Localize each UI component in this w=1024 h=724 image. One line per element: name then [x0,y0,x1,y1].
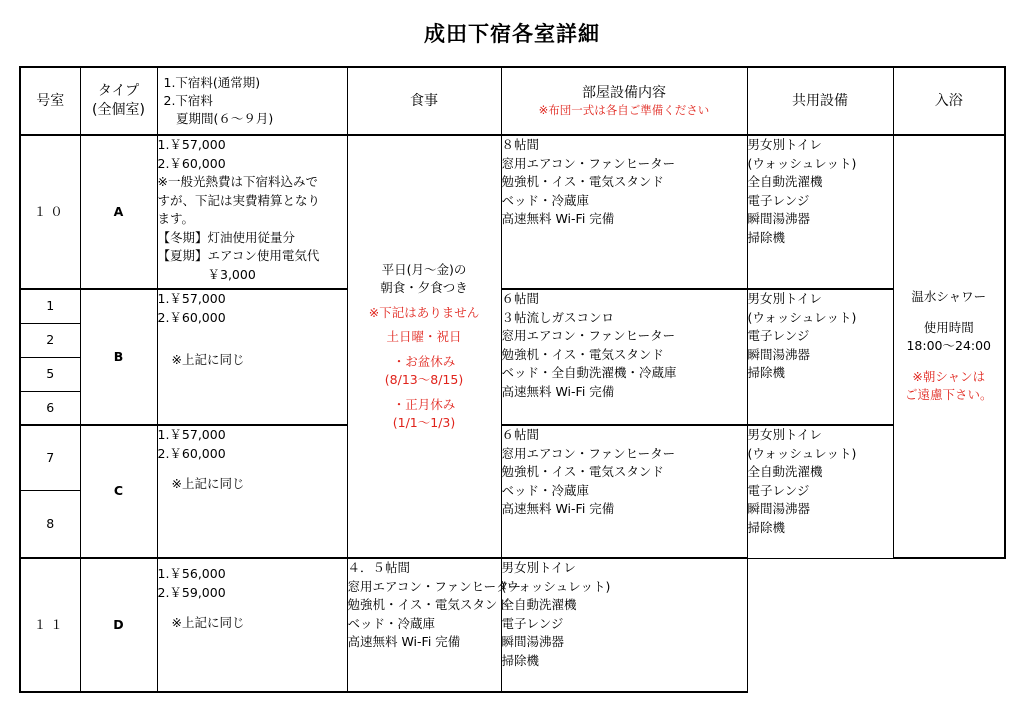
room-number: 1 [20,289,80,323]
row-type-c [20,425,1005,490]
header-shared: 共用設備 [747,67,893,135]
price-cell: 1.￥57,000 2.￥60,000 ※一般光熱費は下宿料込みで すが、下記は実費精算となり ます。 【冬期】灯油使用従量分 【夏期】エアコン使用電気代 ￥3,000 [157,135,347,289]
room-type: A [80,135,157,289]
room-number: 2 [20,323,80,357]
header-bath: 入浴 [893,67,1005,135]
room-number: 6 [20,391,80,425]
row-type-d [20,558,1005,692]
bath-cell: 温水シャワー 使用時間 18:00～24:00 ※朝シャンは ご遠慮下さい。 [893,135,1005,558]
room-number: １０ [20,135,80,289]
equipment-cell: ８帖間 窓用エアコン・ファンヒーター 勉強机・イス・電気スタンド ベッド・冷蔵庫 高速無料 Wi-Fi 完備 [501,135,747,289]
price-cell: 1.￥57,000 2.￥60,000 ※上記に同じ [157,425,347,558]
equipment-cell: ４．５帖間 窓用エアコン・ファンヒーター 勉強机・イス・電気スタンド ベッド・冷蔵庫 高速無料 Wi-Fi 完備 [347,558,501,692]
header-room: 号室 [20,67,80,135]
bath-note: ※朝シャンは [912,368,986,384]
futon-note: ※布団一式は各自ご準備ください [538,103,710,117]
room-number: 5 [20,357,80,391]
page-title: 成田下宿各室詳細 [424,22,600,46]
row-type-a [20,135,1005,289]
price-cell: 1.￥56,000 2.￥59,000 ※上記に同じ [157,558,347,692]
room-number: 8 [20,490,80,558]
shared-cell: 男女別トイレ (ウォッシュレット) 全自動洗濯機 電子レンジ 瞬間湯沸器 掃除機 [747,135,893,289]
equipment-cell: ６帖間 ３帖流しガスコンロ 窓用エアコン・ファンヒーター 勉強机・イス・電気スタンド ベッド・全自動洗濯機・冷蔵庫 高速無料 Wi-Fi 完備 [501,289,747,425]
shared-cell: 男女別トイレ (ウォッシュレット) 全自動洗濯機 電子レンジ 瞬間湯沸器 掃除機 [747,425,893,558]
room-number: 7 [20,425,80,490]
rooms-table [19,66,1006,693]
meal-note: ※下記はありません [368,304,480,320]
price-cell: 1.￥57,000 2.￥60,000 ※上記に同じ [157,289,347,425]
room-type: D [80,558,157,692]
room-type: C [80,425,157,558]
meal-cell: 平日(月～金)の 朝食・夕食つき ※下記はありません 土日曜・祝日 ・お盆休み (8/13～8/15) ・正月休み (1/1～1/3) [347,135,501,558]
header-price: 1.下宿料(通常期) 2.下宿料 夏期間(６～９月) [157,67,347,135]
room-type: B [80,289,157,425]
shared-cell: 男女別トイレ (ウォッシュレット) 全自動洗濯機 電子レンジ 瞬間湯沸器 掃除機 [501,558,747,692]
header-equipment: 部屋設備内容 ※布団一式は各自ご準備ください [501,67,747,135]
header-type: タイプ (全個室) [80,67,157,135]
header-meal: 食事 [347,67,501,135]
row-type-b [20,289,1005,323]
header-row [20,67,1005,135]
equipment-cell: ６帖間 窓用エアコン・ファンヒーター 勉強机・イス・電気スタンド ベッド・冷蔵庫 高速無料 Wi-Fi 完備 [501,425,747,558]
shared-cell: 男女別トイレ (ウォッシュレット) 電子レンジ 瞬間湯沸器 掃除機 [747,289,893,425]
room-number: １１ [20,558,80,692]
